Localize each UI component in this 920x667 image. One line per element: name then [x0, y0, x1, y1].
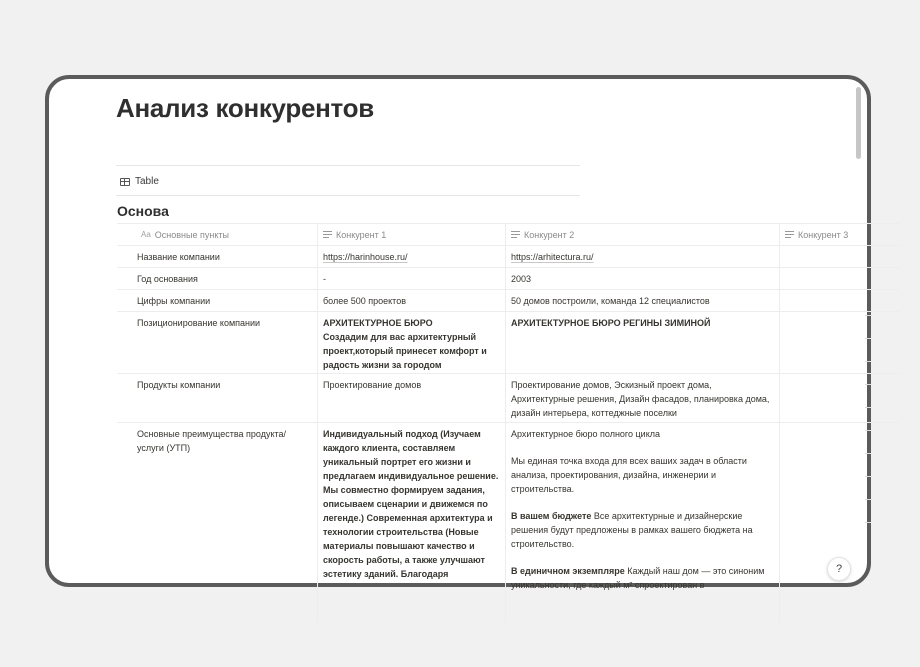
table-cell[interactable]: Позиционирование компании	[137, 318, 261, 328]
table-row[interactable]	[117, 290, 899, 312]
text-lines-icon	[785, 231, 794, 238]
table-cell[interactable]: Название компании	[137, 252, 220, 262]
database-table	[117, 223, 899, 623]
column-label: Конкурент 2	[524, 229, 575, 240]
table-cell[interactable]: Цифры компании	[137, 296, 211, 306]
table-cell[interactable]: Продукты компании	[137, 380, 221, 390]
url-link[interactable]: https://arhitectura.ru/	[511, 252, 594, 262]
column-header[interactable]	[317, 224, 505, 245]
column-label: Конкурент 3	[798, 229, 849, 240]
page-viewport	[49, 79, 867, 590]
column-header[interactable]	[779, 224, 899, 245]
column-header[interactable]	[117, 224, 317, 245]
paragraph-text: Каждый наш дом — это синоним уникальности, где каждый м² спроектирован в	[511, 566, 765, 590]
emphasis-text: В единичном экземпляре	[511, 566, 625, 576]
table-cell[interactable]: Индивидуальный подход (Изучаем каждого клиента, составляем уникальный портрет его жизни и предлагаем индивидуальное решение. Мы совместно формируем задания, описываем сценарии и движемся по легенде.) Современная архитектура и технологии строительства (Новые материалы повышают качество и скорость работы, а также улучшают эстетику зданий. Благодаря	[317, 423, 505, 623]
table-row[interactable]	[117, 312, 899, 374]
paragraph-text: Все архитектурные и дизайнерские решения будут предложены в рамках вашего бюджета на строительство.	[511, 511, 753, 549]
table-cell[interactable]	[317, 312, 505, 373]
table-row[interactable]	[117, 246, 899, 268]
cell-paragraph: Мы единая точка входа для всех ваших задач в области анализа, проектирования, дизайна, инженерии и строительства.	[511, 456, 747, 494]
divider	[116, 195, 580, 196]
divider	[116, 165, 580, 166]
table-cell[interactable]: -	[317, 268, 505, 289]
text-lines-icon	[511, 231, 520, 238]
help-button[interactable]	[827, 557, 851, 581]
column-label: Основные пункты	[154, 229, 229, 240]
table-cell[interactable]: Проектирование домов, Эскизный проект дома, Архитектурные решения, Дизайн фасадов, планировка дома, дизайн интерьера, коттеджные поселки	[505, 374, 779, 422]
emphasis-text: В вашем бюджете	[511, 511, 592, 521]
scroll-edge-marks	[865, 315, 871, 565]
text-lines-icon	[323, 231, 332, 238]
table-cell[interactable]	[779, 312, 899, 373]
cell-heading: АРХИТЕКТУРНОЕ БЮРО	[323, 318, 433, 328]
table-cell[interactable]: Проектирование домов	[317, 374, 505, 422]
column-header[interactable]	[505, 224, 779, 245]
browser-frame	[45, 75, 871, 590]
table-row[interactable]	[117, 423, 899, 623]
table-cell[interactable]: более 500 проектов	[317, 290, 505, 311]
table-cell[interactable]: 50 домов построили, команда 12 специалистов	[505, 290, 779, 311]
table-cell[interactable]: 2003	[505, 268, 779, 289]
column-label: Конкурент 1	[336, 229, 387, 240]
table-row[interactable]	[117, 374, 899, 423]
cell-paragraph	[511, 509, 774, 551]
page-title: Анализ конкурентов	[116, 93, 374, 123]
help-icon: ?	[835, 563, 843, 575]
section-title: Основа	[117, 203, 169, 219]
view-tab-table[interactable]	[120, 176, 159, 187]
table-cell[interactable]	[317, 246, 505, 267]
table-cell[interactable]: Год основания	[137, 274, 198, 284]
table-cell[interactable]	[779, 423, 899, 623]
table-cell[interactable]	[505, 423, 779, 623]
table-header	[117, 223, 899, 246]
table-cell[interactable]	[779, 374, 899, 422]
cell-paragraph	[511, 564, 774, 592]
table-cell[interactable]: АРХИТЕКТУРНОЕ БЮРО РЕГИНЫ ЗИМИНОЙ	[505, 312, 779, 373]
table-cell[interactable]	[779, 268, 899, 289]
vertical-scrollbar[interactable]	[856, 87, 861, 159]
table-cell[interactable]	[779, 246, 899, 267]
table-cell[interactable]	[505, 246, 779, 267]
table-icon	[120, 178, 130, 186]
url-link[interactable]: https://harinhouse.ru/	[323, 252, 408, 262]
cell-paragraph: Архитектурное бюро полного цикла	[511, 429, 661, 439]
table-cell[interactable]: Основные преимущества продукта/ услуги (УТП)	[137, 429, 287, 453]
table-row[interactable]	[117, 268, 899, 290]
table-cell[interactable]	[779, 290, 899, 311]
title-property-icon: Aa	[141, 230, 151, 239]
view-tab-label: Table	[135, 176, 159, 187]
cell-text: Создадим для вас архитектурный проект,который принесет комфорт и радость жизни за городом	[323, 332, 487, 370]
